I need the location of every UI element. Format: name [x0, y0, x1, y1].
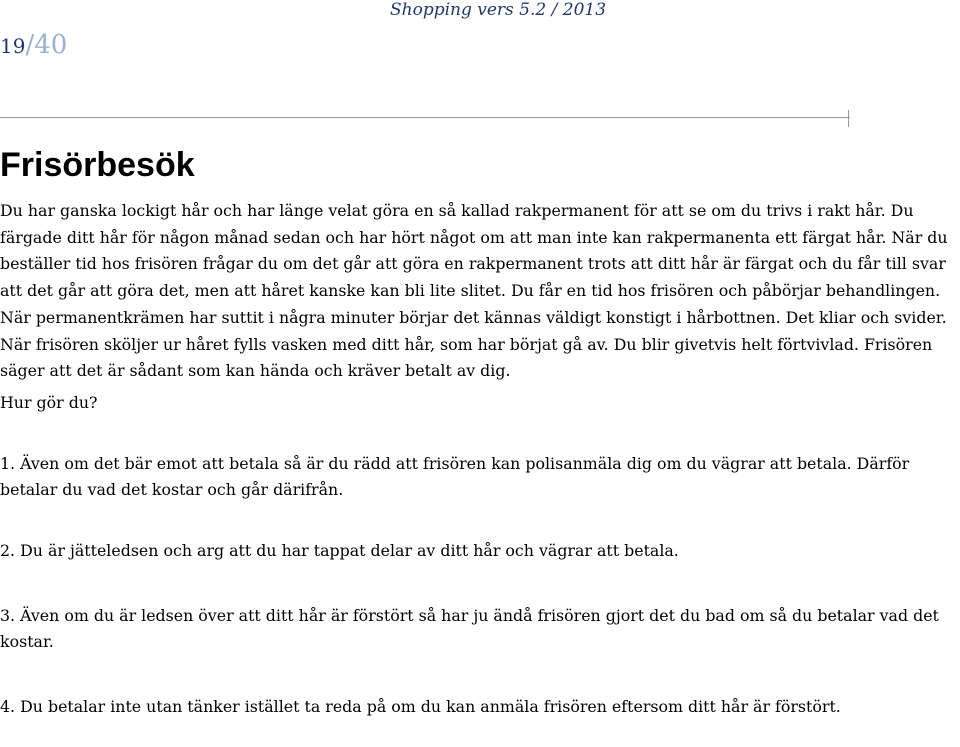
scenario-paragraph: Du har ganska lockigt hår och har länge velat göra en så kallad rakpermanent för att se om du trivs i rakt hår. Du färgade ditt hår för någon månad sedan och har hört något om att man inte kan rakpermanenta ett färgat hår. När du beställer tid hos frisören frågar du om det går att göra en rakpermanent trots att ditt hår är färgat och du får till svar att det går att göra det, men att håret kanske kan bli lite slitet. Du får en tid hos frisören och påbörjar behandlingen. När permanentkrämen har suttit i några minuter börjar det kännas väldigt konstigt i hårbottnen. Det kliar och svider. När frisören sköljer ur håret fylls vasken med ditt hår, som har börjat gå av. Du blir givetvis helt förtvivlad. Frisören säger att det är sådant som kan hända och kräver betalt av dig. — [0, 201, 948, 381]
page-total: /40 — [25, 30, 68, 60]
question: Hur gör du? — [0, 392, 98, 412]
option-2: 2. Du är jätteledsen och arg att du har tappat delar av ditt hår och vägrar att betala. — [0, 541, 679, 561]
document-body — [0, 198, 950, 721]
option-4: 4. Du betalar inte utan tänker istället ta reda på om du kan anmäla frisören eftersom ditt hår är förstört. — [0, 697, 841, 717]
option-3: 3. Även om du är ledsen över att ditt hår är förstört så har ju ändå frisören gjort det du bad om så du betalar vad det kostar. — [0, 605, 939, 652]
page-current: 19 — [0, 34, 26, 58]
page-number — [0, 30, 67, 60]
page-heading: Frisörbesök — [0, 146, 195, 184]
header-rule — [0, 117, 850, 118]
header-rule-tick — [848, 110, 849, 127]
document-title: Shopping vers 5.2 / 2013 — [390, 0, 607, 20]
option-1: 1. Även om det bär emot att betala så är du rädd att frisören kan polisanmäla dig om du vägrar att betala. Därför betalar du vad det kostar och går därifrån. — [0, 453, 910, 500]
